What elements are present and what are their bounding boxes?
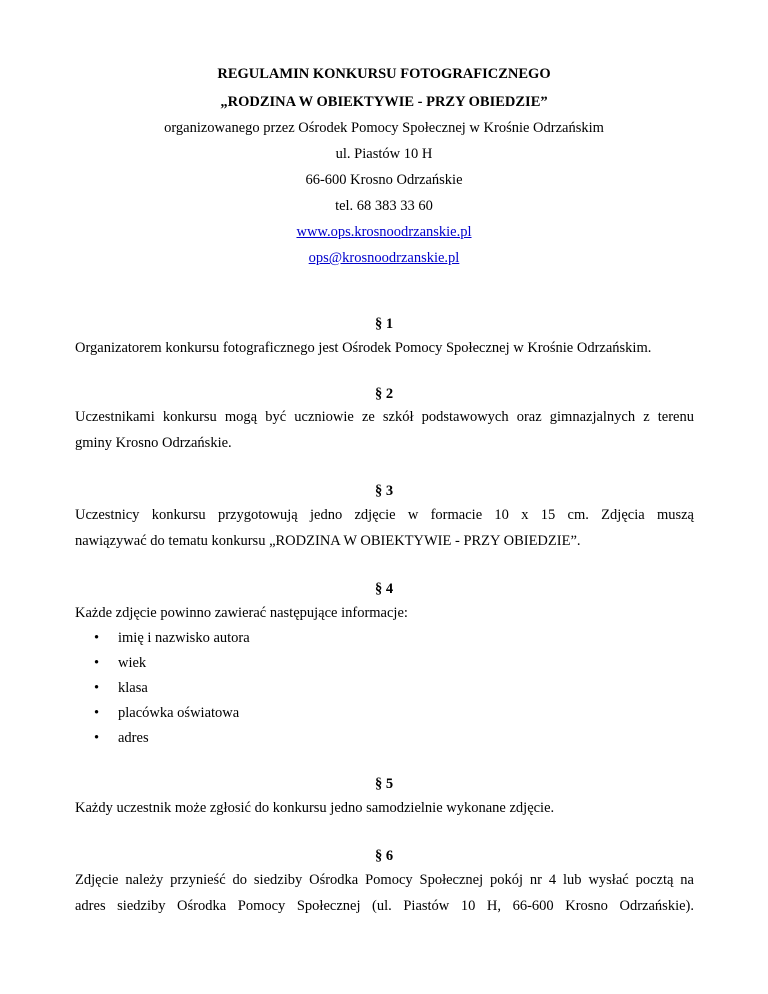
- list-item: [94, 680, 148, 697]
- email-link[interactable]: ops@krosnoodrzanskie.pl: [308, 250, 460, 266]
- city-address: 66-600 Krosno Odrzańskie: [305, 172, 463, 188]
- list-item: [94, 630, 250, 647]
- section-6-text-line-1: Zdjęcie należy przynieść do siedziby Ośrodka Pomocy Społecznej pokój nr 4 lub wysłać pocztą na: [75, 872, 694, 888]
- organizer-line: organizowanego przez Ośrodek Pomocy Społecznej w Krośnie Odrzańskim: [164, 120, 604, 136]
- bullet-icon: •: [94, 630, 100, 646]
- website-line: [0, 224, 768, 241]
- list-item-text: wiek: [118, 655, 147, 671]
- section-2-text-line-1: Uczestnikami konkursu mogą być uczniowie ze szkół podstawowych oraz gimnazjalnych z terenu: [75, 409, 694, 425]
- list-item-text: imię i nazwisko autora: [118, 630, 250, 646]
- list-item-text: klasa: [118, 680, 148, 696]
- bullet-icon: •: [94, 655, 100, 671]
- email-line: [0, 250, 768, 267]
- section-6-heading: § 6: [374, 848, 394, 864]
- section-3-heading: § 3: [374, 483, 394, 499]
- section-4-heading: § 4: [374, 581, 394, 597]
- section-3-text-line-2: nawiązywać do tematu konkursu „RODZINA W OBIEKTYWIE - PRZY OBIEDZIE”.: [75, 533, 581, 549]
- section-4-text-line-1: Każde zdjęcie powinno zawierać następujące informacje:: [75, 605, 408, 621]
- street-address: ul. Piastów 10 H: [335, 146, 433, 162]
- contest-name: „RODZINA W OBIEKTYWIE - PRZY OBIEDZIE”: [220, 94, 548, 110]
- list-item-text: placówka oświatowa: [118, 705, 240, 721]
- document-title: REGULAMIN KONKURSU FOTOGRAFICZNEGO: [217, 66, 551, 82]
- list-item: [94, 705, 239, 722]
- bullet-icon: •: [94, 680, 100, 696]
- section-1-text-line-1: Organizatorem konkursu fotograficznego jest Ośrodek Pomocy Społecznej w Krośnie Odrzańskim.: [75, 340, 652, 356]
- section-5-heading: § 5: [374, 776, 394, 792]
- section-6-text-line-2: adres siedziby Ośrodka Pomocy Społecznej (ul. Piastów 10 H, 66-600 Krosno Odrzańskie).: [75, 898, 694, 914]
- list-item-text: adres: [118, 730, 149, 746]
- list-item: [94, 730, 149, 747]
- bullet-icon: •: [94, 730, 100, 746]
- section-2-heading: § 2: [374, 386, 394, 402]
- section-5-text-line-1: Każdy uczestnik może zgłosić do konkursu jedno samodzielnie wykonane zdjęcie.: [75, 800, 555, 816]
- section-2-text-line-2: gminy Krosno Odrzańskie.: [75, 435, 232, 451]
- list-item: [94, 655, 146, 672]
- section-1-heading: § 1: [374, 316, 394, 332]
- bullet-icon: •: [94, 705, 100, 721]
- section-3-text-line-1: Uczestnicy konkursu przygotowują jedno zdjęcie w formacie 10 x 15 cm. Zdjęcia muszą: [75, 507, 694, 523]
- phone-number: tel. 68 383 33 60: [335, 198, 433, 214]
- website-link[interactable]: www.ops.krosnoodrzanskie.pl: [296, 224, 472, 240]
